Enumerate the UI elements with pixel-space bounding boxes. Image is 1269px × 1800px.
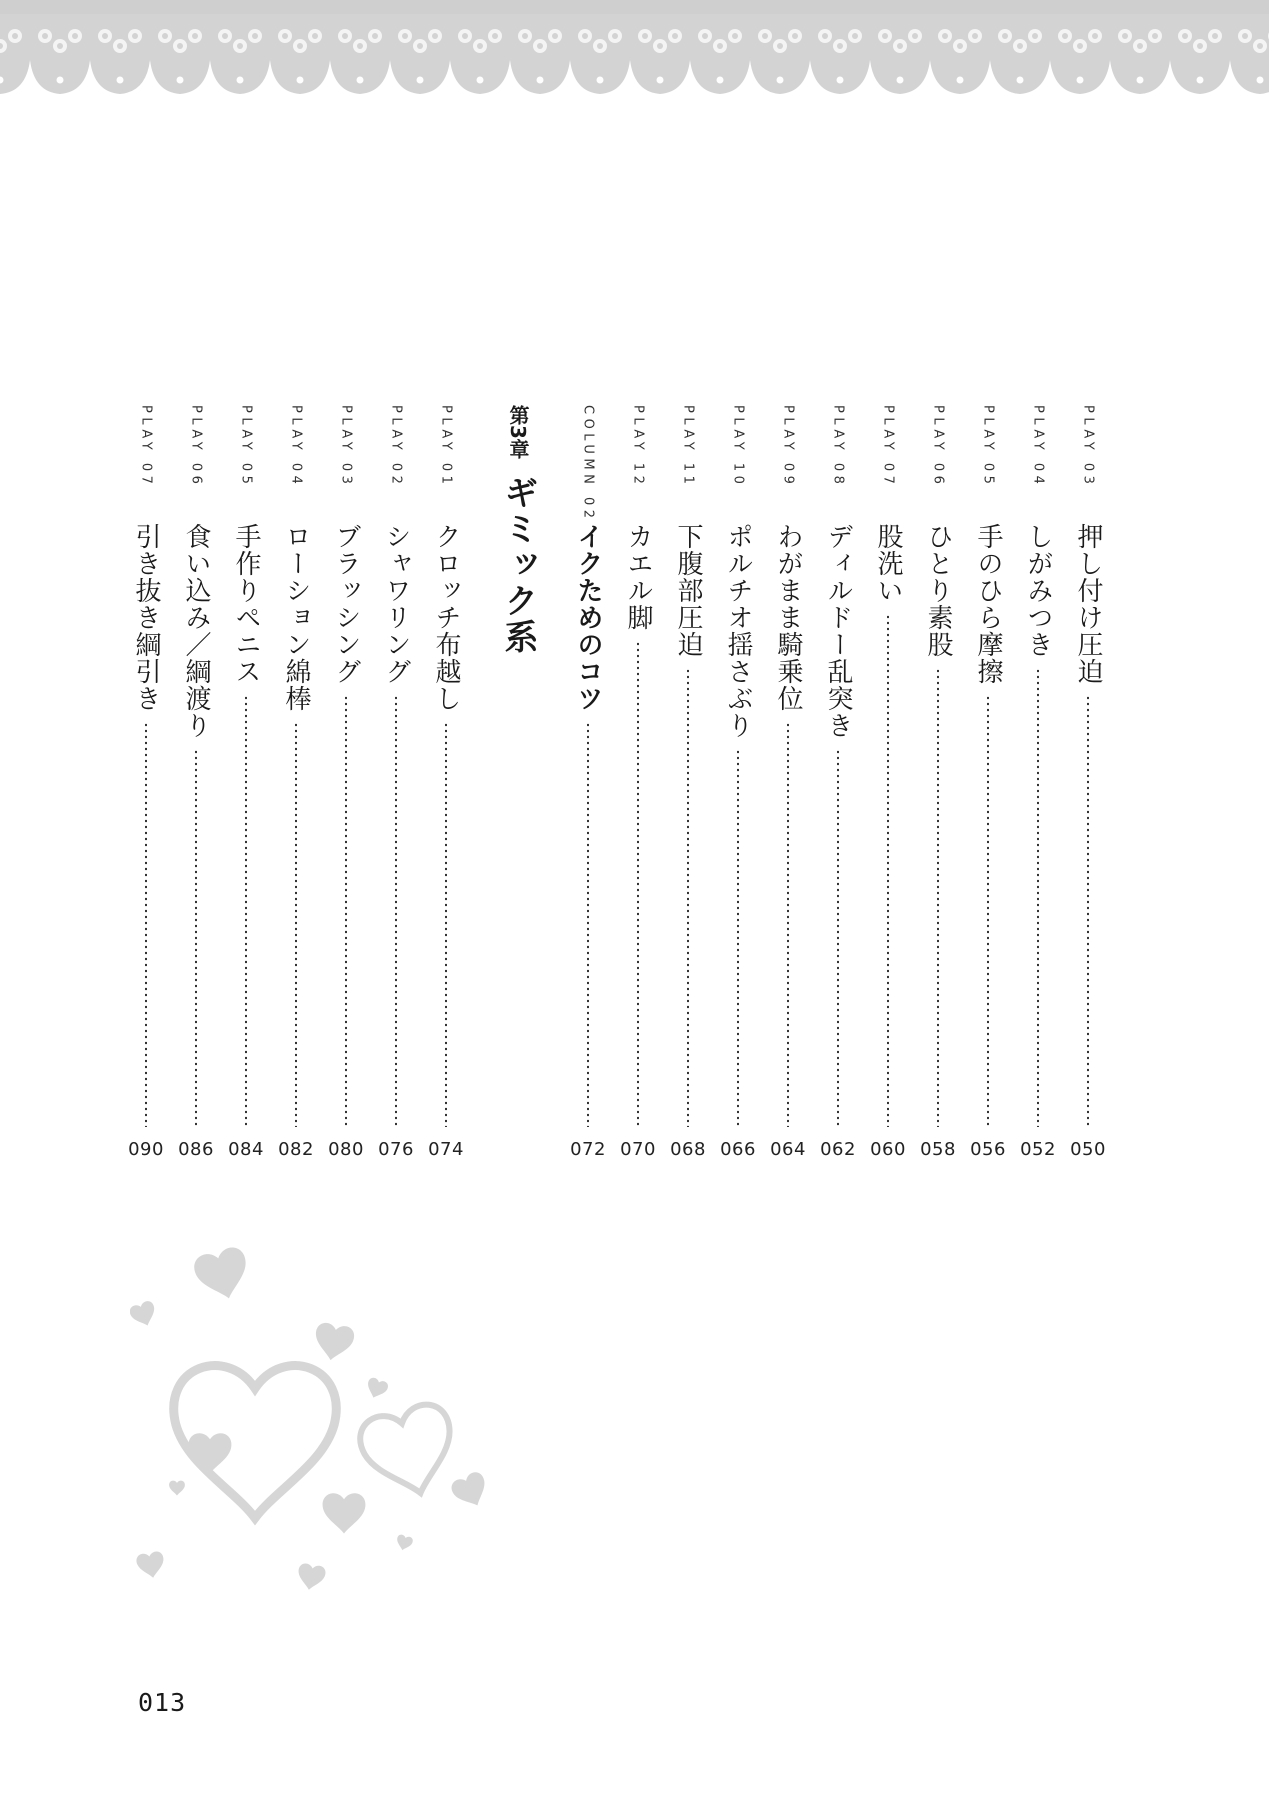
heart-shape	[312, 1321, 356, 1363]
lace-scallop	[1230, 14, 1269, 94]
toc-entry-tag: PLAY 06	[930, 405, 946, 489]
toc-entry	[428, 405, 464, 1160]
lace-rose-center	[852, 33, 858, 39]
lace-rose-center	[762, 33, 768, 39]
lace-rose-center	[492, 33, 498, 39]
toc-entry-tag: PLAY 04	[288, 405, 304, 489]
heart-shape	[296, 1562, 327, 1592]
lace-rose-center	[237, 43, 243, 49]
lace-rose-center	[702, 33, 708, 39]
chapter-title: ギミック系	[498, 475, 538, 655]
lace-rose-center	[132, 33, 138, 39]
lace-rose-center	[252, 33, 258, 39]
lace-rose-center	[912, 33, 918, 39]
lace-rose-center	[612, 33, 618, 39]
toc-entry-page: 070	[620, 1139, 656, 1160]
heart-shape	[130, 1299, 159, 1329]
lace-rose-center	[1002, 33, 1008, 39]
toc-entry-title: 食い込み／綱渡り	[181, 523, 211, 739]
toc-entry-title: ローション綿棒	[281, 523, 311, 712]
toc-entry	[1020, 405, 1056, 1160]
lace-hole	[117, 77, 124, 84]
toc-entry	[328, 405, 364, 1160]
toc-entry	[770, 405, 806, 1160]
lace-rose-center	[117, 43, 123, 49]
toc-entry	[670, 405, 706, 1160]
lace-rose-center	[12, 33, 18, 39]
lace-rose-center	[1197, 43, 1203, 49]
lace-rose-center	[882, 33, 888, 39]
dot-leader	[637, 641, 639, 1127]
toc-entry-tag: PLAY 08	[830, 405, 846, 489]
lace-rose-center	[162, 33, 168, 39]
dot-leader	[937, 668, 939, 1127]
toc-entry-title: 股洗い	[873, 523, 903, 604]
toc-entry-page: 052	[1020, 1139, 1056, 1160]
heart-shape	[135, 1550, 166, 1580]
lace-hole	[477, 77, 484, 84]
lace-scallops	[0, 14, 1269, 94]
heart-outline	[355, 1399, 464, 1504]
toc-entry-page: 084	[228, 1139, 264, 1160]
lace-rose-center	[552, 33, 558, 39]
toc-entry	[1070, 405, 1106, 1160]
toc-entry	[228, 405, 264, 1160]
dot-leader	[787, 722, 789, 1127]
lace-hole	[237, 77, 244, 84]
lace-rose-center	[1032, 33, 1038, 39]
toc-entry	[378, 405, 414, 1160]
toc-entry-page: 060	[870, 1139, 906, 1160]
lace-rose-center	[432, 33, 438, 39]
lace-rose-center	[1122, 33, 1128, 39]
toc-entry-title: 引き抜き綱引き	[131, 523, 161, 712]
toc-entry	[178, 405, 214, 1160]
lace-hole	[1017, 77, 1024, 84]
toc-entry-tag: PLAY 12	[630, 405, 646, 489]
toc-entry-tag: PLAY 07	[880, 405, 896, 489]
heart-shape	[191, 1245, 254, 1305]
lace-rose-center	[837, 43, 843, 49]
toc-entry-page: 050	[1070, 1139, 1106, 1160]
lace-rose-center	[1182, 33, 1188, 39]
toc-entry-page: 074	[428, 1139, 464, 1160]
toc-entry-title: 手のひら摩擦	[973, 523, 1003, 685]
toc-entry-page: 064	[770, 1139, 806, 1160]
toc-entry-tag: PLAY 04	[1030, 405, 1046, 489]
lace-rose-center	[1077, 43, 1083, 49]
dot-leader	[987, 695, 989, 1127]
lace-rose-center	[372, 33, 378, 39]
lace-rose-center	[177, 43, 183, 49]
lace-rose-center	[957, 43, 963, 49]
dot-leader	[195, 749, 197, 1127]
toc-entry-title: イクためのコツ	[573, 523, 603, 712]
lace-rose-center	[582, 33, 588, 39]
lace-rose-center	[1242, 33, 1248, 39]
lace-rose-center	[777, 43, 783, 49]
lace-hole	[177, 77, 184, 84]
lace-rose-center	[717, 43, 723, 49]
toc-entry-page: 080	[328, 1139, 364, 1160]
dot-leader	[145, 722, 147, 1127]
lace-hole	[357, 77, 364, 84]
toc-entry-tag: PLAY 05	[238, 405, 254, 489]
toc-entry-tag: PLAY 01	[438, 405, 454, 489]
heart-shape	[323, 1493, 366, 1533]
toc-entry-title: わがまま騎乗位	[773, 523, 803, 712]
toc-entry-tag: PLAY 06	[188, 405, 204, 489]
dot-leader	[1087, 695, 1089, 1127]
toc-entry-page: 090	[128, 1139, 164, 1160]
lace-rose-center	[1257, 43, 1263, 49]
toc-entry-tag: PLAY 09	[780, 405, 796, 489]
hearts-decoration	[130, 1230, 520, 1610]
lace-hole	[657, 77, 664, 84]
lace-hole	[597, 77, 604, 84]
toc-entry-page: 068	[670, 1139, 706, 1160]
lace-hole	[897, 77, 904, 84]
toc-entry-title: ひとり素股	[923, 523, 953, 658]
lace-rose-center	[1212, 33, 1218, 39]
lace-hole	[1257, 77, 1264, 84]
lace-rose-center	[822, 33, 828, 39]
toc-entry	[128, 405, 164, 1160]
lace-hole	[957, 77, 964, 84]
lace-rose-center	[222, 33, 228, 39]
heart-group	[130, 1245, 493, 1592]
toc-entry-tag: PLAY 07	[138, 405, 154, 489]
lace-hole	[1137, 77, 1144, 84]
dot-leader	[737, 749, 739, 1127]
lace-rose-center	[42, 33, 48, 39]
lace-rose-center	[732, 33, 738, 39]
dot-leader	[245, 695, 247, 1127]
toc-entry	[720, 405, 756, 1160]
toc-entry-title: 押し付け圧迫	[1073, 523, 1103, 685]
toc-entry	[970, 405, 1006, 1160]
heart-shape	[395, 1534, 414, 1552]
toc-entry-tag: PLAY 03	[1080, 405, 1096, 489]
dot-leader	[1037, 668, 1039, 1127]
toc-entry-page: 082	[278, 1139, 314, 1160]
toc-entry-title: シャワリング	[381, 523, 411, 685]
toc-entry-title: ポルチオ揺さぶり	[723, 523, 753, 739]
toc-entry-page: 066	[720, 1139, 756, 1160]
lace-rose-center	[402, 33, 408, 39]
toc-entry	[570, 405, 606, 1160]
toc-entry-page: 056	[970, 1139, 1006, 1160]
dot-leader	[887, 614, 889, 1127]
lace-rose-center	[1062, 33, 1068, 39]
lace-rose-center	[537, 43, 543, 49]
lace-hole	[717, 77, 724, 84]
dot-leader	[295, 722, 297, 1127]
toc-entry-page: 062	[820, 1139, 856, 1160]
toc-entry-title: しがみつき	[1023, 523, 1053, 658]
dot-leader	[587, 722, 589, 1127]
lace-rose-center	[1092, 33, 1098, 39]
lace-rose-center	[282, 33, 288, 39]
lace-rose-center	[672, 33, 678, 39]
toc-entry-title: 下腹部圧迫	[673, 523, 703, 658]
lace-hole	[537, 77, 544, 84]
lace-top-band	[0, 0, 1269, 14]
lace-rose-center	[102, 33, 108, 39]
heart-shape	[364, 1376, 390, 1401]
lace-rose-center	[297, 43, 303, 49]
toc-entry	[620, 405, 656, 1160]
heart-shape	[169, 1481, 185, 1496]
lace-rose-center	[72, 33, 78, 39]
toc-entry-tag: COLUMN 02	[580, 405, 596, 523]
lace-rose-center	[657, 43, 663, 49]
toc-entry-page: 076	[378, 1139, 414, 1160]
dot-leader	[445, 722, 447, 1127]
dot-leader	[395, 695, 397, 1127]
lace-rose-center	[417, 43, 423, 49]
lace-scallop	[0, 14, 30, 94]
lace-rose-center	[642, 33, 648, 39]
lace-rose-center	[57, 43, 63, 49]
toc-entry	[870, 405, 906, 1160]
lace-hole	[837, 77, 844, 84]
lace-hole	[1197, 77, 1204, 84]
toc-entry-title: ディルドー乱突き	[823, 523, 853, 739]
lace-hole	[297, 77, 304, 84]
lace-hole	[57, 77, 64, 84]
toc-entry-tag: PLAY 02	[388, 405, 404, 489]
toc-entry	[278, 405, 314, 1160]
lace-rose-center	[897, 43, 903, 49]
toc-entry	[820, 405, 856, 1160]
toc-entry-title: 手作りペニス	[231, 523, 261, 685]
dot-leader	[837, 749, 839, 1127]
lace-rose-center	[597, 43, 603, 49]
lace-rose-center	[357, 43, 363, 49]
dot-leader	[687, 668, 689, 1127]
lace-border-decoration	[0, 0, 1269, 104]
toc-entry-page: 086	[178, 1139, 214, 1160]
lace-rose-center	[477, 43, 483, 49]
chapter-label: 第3章	[506, 405, 530, 459]
toc-entry-page: 058	[920, 1139, 956, 1160]
toc-entry-tag: PLAY 11	[680, 405, 696, 489]
lace-rose-center	[192, 33, 198, 39]
lace-rose-center	[942, 33, 948, 39]
lace-rose-center	[1017, 43, 1023, 49]
toc-entry-tag: PLAY 05	[980, 405, 996, 489]
lace-rose-center	[792, 33, 798, 39]
page-number: 013	[138, 1688, 187, 1717]
lace-rose-center	[342, 33, 348, 39]
toc-entry-tag: PLAY 03	[338, 405, 354, 489]
lace-rose-center	[1137, 43, 1143, 49]
lace-rose-center	[972, 33, 978, 39]
dot-leader	[345, 695, 347, 1127]
toc-entry	[920, 405, 956, 1160]
toc-entry-title: クロッチ布越し	[431, 523, 461, 712]
toc-entry-title: カエル脚	[623, 523, 653, 631]
lace-rose-center	[462, 33, 468, 39]
toc-entry-title: ブラッシング	[331, 523, 361, 685]
heart-shape	[449, 1469, 493, 1512]
lace-rose-center	[1152, 33, 1158, 39]
lace-hole	[777, 77, 784, 84]
lace-hole	[1077, 77, 1084, 84]
lace-rose-center	[312, 33, 318, 39]
lace-hole	[417, 77, 424, 84]
toc-entry-page: 072	[570, 1139, 606, 1160]
toc-entry-tag: PLAY 10	[730, 405, 746, 489]
lace-rose-center	[522, 33, 528, 39]
chapter-heading	[498, 405, 538, 675]
